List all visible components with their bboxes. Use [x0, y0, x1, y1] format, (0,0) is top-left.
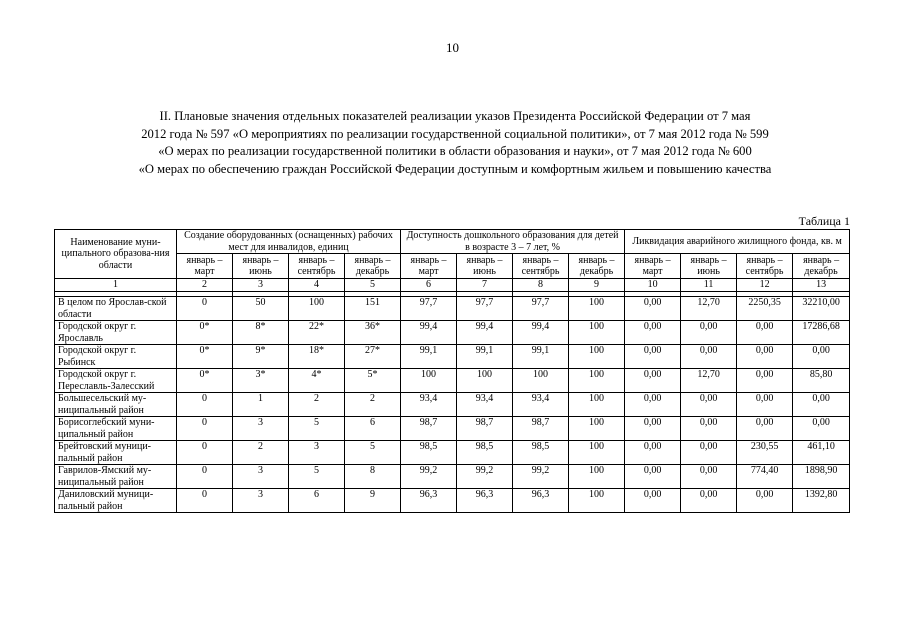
municipality-name: Большесельский му-ниципальный район — [55, 393, 177, 417]
column-number: 5 — [345, 279, 401, 292]
table-row — [55, 465, 850, 489]
value-cell: 100 — [457, 369, 513, 393]
value-cell: 100 — [569, 441, 625, 465]
value-cell: 93,4 — [457, 393, 513, 417]
group-header-preschool: Доступность дошкольного образования для детей в возрасте 3 – 7 лет, % — [401, 230, 625, 254]
value-cell: 93,4 — [401, 393, 457, 417]
value-cell: 0* — [177, 369, 233, 393]
column-number: 9 — [569, 279, 625, 292]
section-title-line: «О мерах по реализации государственной политики в области образования и науки», от 7 мая 2012 года № 600 — [158, 144, 752, 158]
value-cell: 0 — [177, 297, 233, 321]
value-cell: 100 — [569, 417, 625, 441]
value-cell: 3 — [233, 489, 289, 513]
value-cell: 98,5 — [401, 441, 457, 465]
municipality-name: Гаврилов-Ямский му-ниципальный район — [55, 465, 177, 489]
value-cell: 97,7 — [401, 297, 457, 321]
value-cell: 5* — [345, 369, 401, 393]
page-number: 10 — [446, 40, 459, 55]
period-header: январь – сентябрь — [513, 254, 569, 279]
value-cell: 0,00 — [625, 465, 681, 489]
value-cell: 36* — [345, 321, 401, 345]
value-cell: 0,00 — [625, 441, 681, 465]
period-header: январь – июнь — [457, 254, 513, 279]
period-header: январь – март — [625, 254, 681, 279]
value-cell: 0 — [177, 441, 233, 465]
column-number: 12 — [737, 279, 793, 292]
value-cell: 9 — [345, 489, 401, 513]
period-header: январь – декабрь — [793, 254, 850, 279]
table-body — [55, 292, 850, 513]
value-cell: 6 — [345, 417, 401, 441]
value-cell: 0 — [177, 489, 233, 513]
period-header: январь – март — [177, 254, 233, 279]
value-cell: 0,00 — [737, 393, 793, 417]
value-cell: 0 — [177, 393, 233, 417]
value-cell: 100 — [569, 345, 625, 369]
period-header: январь – декабрь — [345, 254, 401, 279]
value-cell: 17286,68 — [793, 321, 850, 345]
value-cell: 99,1 — [457, 345, 513, 369]
value-cell: 0* — [177, 345, 233, 369]
value-cell: 50 — [233, 297, 289, 321]
period-header: январь – июнь — [233, 254, 289, 279]
column-number: 10 — [625, 279, 681, 292]
value-cell: 99,4 — [513, 321, 569, 345]
group-header-jobs: Создание оборудованных (оснащенных) рабочих мест для инвалидов, единиц — [177, 230, 401, 254]
value-cell: 0,00 — [737, 417, 793, 441]
value-cell: 99,2 — [401, 465, 457, 489]
value-cell: 3 — [233, 417, 289, 441]
municipality-name: Городской округ г. Переславль-Залесский — [55, 369, 177, 393]
section-title — [70, 108, 840, 178]
value-cell: 0,00 — [793, 345, 850, 369]
table-row — [55, 297, 850, 321]
value-cell: 99,1 — [513, 345, 569, 369]
column-number: 2 — [177, 279, 233, 292]
value-cell: 99,2 — [457, 465, 513, 489]
value-cell: 0,00 — [625, 345, 681, 369]
value-cell: 85,80 — [793, 369, 850, 393]
value-cell: 3* — [233, 369, 289, 393]
value-cell: 151 — [345, 297, 401, 321]
value-cell: 4* — [289, 369, 345, 393]
municipality-name: Борисоглебский муни-ципальный район — [55, 417, 177, 441]
value-cell: 0,00 — [625, 489, 681, 513]
value-cell: 0,00 — [737, 489, 793, 513]
value-cell: 99,2 — [513, 465, 569, 489]
period-header: январь – сентябрь — [737, 254, 793, 279]
value-cell: 0,00 — [625, 417, 681, 441]
indicators-table — [54, 229, 850, 513]
column-number: 4 — [289, 279, 345, 292]
value-cell: 2 — [345, 393, 401, 417]
table-row — [55, 489, 850, 513]
table-row — [55, 345, 850, 369]
value-cell: 97,7 — [457, 297, 513, 321]
value-cell: 8* — [233, 321, 289, 345]
value-cell: 98,7 — [513, 417, 569, 441]
group-header-housing: Ликвидация аварийного жилищного фонда, кв. м — [625, 230, 850, 254]
value-cell: 98,5 — [513, 441, 569, 465]
table-caption: Таблица 1 — [798, 214, 850, 228]
value-cell: 0 — [177, 417, 233, 441]
value-cell: 5 — [289, 465, 345, 489]
column-number: 3 — [233, 279, 289, 292]
value-cell: 97,7 — [513, 297, 569, 321]
value-cell: 0,00 — [737, 369, 793, 393]
value-cell: 22* — [289, 321, 345, 345]
municipality-name: В целом по Ярослав-ской области — [55, 297, 177, 321]
value-cell: 0,00 — [625, 297, 681, 321]
period-header: январь – июнь — [681, 254, 737, 279]
value-cell: 0,00 — [681, 489, 737, 513]
value-cell: 0,00 — [737, 321, 793, 345]
value-cell: 1898,90 — [793, 465, 850, 489]
value-cell: 0,00 — [681, 417, 737, 441]
value-cell: 96,3 — [513, 489, 569, 513]
section-title-line: 2012 года № 597 «О мероприятиях по реализации государственной социальной политики», от 7 мая 2012 года № 599 — [141, 126, 769, 141]
value-cell: 100 — [569, 489, 625, 513]
value-cell: 0,00 — [681, 441, 737, 465]
column-number: 1 — [55, 279, 177, 292]
value-cell: 5 — [345, 441, 401, 465]
value-cell: 96,3 — [457, 489, 513, 513]
value-cell: 0,00 — [681, 345, 737, 369]
section-title-line: «О мерах по обеспечению граждан Российской Федерации доступным и комфортным жильем и повышению качества — [138, 161, 772, 176]
value-cell: 12,70 — [681, 297, 737, 321]
value-cell: 0,00 — [681, 321, 737, 345]
municipality-name: Городской округ г. Ярославль — [55, 321, 177, 345]
column-number-row — [55, 279, 850, 292]
value-cell: 3 — [289, 441, 345, 465]
value-cell: 1 — [233, 393, 289, 417]
value-cell: 2 — [233, 441, 289, 465]
value-cell: 8 — [345, 465, 401, 489]
column-number: 7 — [457, 279, 513, 292]
column-number: 8 — [513, 279, 569, 292]
value-cell: 774,40 — [737, 465, 793, 489]
value-cell: 0,00 — [737, 345, 793, 369]
value-cell: 0,00 — [625, 321, 681, 345]
name-column-header: Наименование муни-ципального образова-ния области — [55, 230, 177, 279]
value-cell: 98,7 — [457, 417, 513, 441]
column-number: 6 — [401, 279, 457, 292]
period-header: январь – март — [401, 254, 457, 279]
value-cell: 32210,00 — [793, 297, 850, 321]
table-row — [55, 441, 850, 465]
value-cell: 18* — [289, 345, 345, 369]
value-cell: 99,1 — [401, 345, 457, 369]
value-cell: 100 — [569, 297, 625, 321]
value-cell: 0,00 — [625, 369, 681, 393]
municipality-name: Даниловский муници-пальный район — [55, 489, 177, 513]
value-cell: 99,4 — [401, 321, 457, 345]
column-number: 13 — [793, 279, 850, 292]
table-row — [55, 369, 850, 393]
period-header: январь – декабрь — [569, 254, 625, 279]
value-cell: 100 — [569, 393, 625, 417]
value-cell: 93,4 — [513, 393, 569, 417]
value-cell: 0,00 — [681, 465, 737, 489]
municipality-name: Городской округ г. Рыбинск — [55, 345, 177, 369]
value-cell: 6 — [289, 489, 345, 513]
value-cell: 0,00 — [793, 393, 850, 417]
value-cell: 2 — [289, 393, 345, 417]
period-header: январь – сентябрь — [289, 254, 345, 279]
value-cell: 3 — [233, 465, 289, 489]
value-cell: 100 — [569, 465, 625, 489]
value-cell: 0* — [177, 321, 233, 345]
value-cell: 98,7 — [401, 417, 457, 441]
value-cell: 100 — [569, 321, 625, 345]
value-cell: 0 — [177, 465, 233, 489]
column-number: 11 — [681, 279, 737, 292]
value-cell: 0,00 — [793, 417, 850, 441]
value-cell: 2250,35 — [737, 297, 793, 321]
value-cell: 0,00 — [681, 393, 737, 417]
value-cell: 99,4 — [457, 321, 513, 345]
value-cell: 27* — [345, 345, 401, 369]
section-title-line: II. Плановые значения отдельных показателей реализации указов Президента Российской Федерации от 7 мая — [159, 109, 751, 123]
value-cell: 96,3 — [401, 489, 457, 513]
value-cell: 0,00 — [625, 393, 681, 417]
value-cell: 98,5 — [457, 441, 513, 465]
municipality-name: Брейтовский муници-пальный район — [55, 441, 177, 465]
value-cell: 230,55 — [737, 441, 793, 465]
table-row — [55, 321, 850, 345]
value-cell: 100 — [569, 369, 625, 393]
table-row — [55, 393, 850, 417]
value-cell: 461,10 — [793, 441, 850, 465]
value-cell: 100 — [289, 297, 345, 321]
table-row — [55, 417, 850, 441]
value-cell: 1392,80 — [793, 489, 850, 513]
value-cell: 9* — [233, 345, 289, 369]
value-cell: 100 — [513, 369, 569, 393]
value-cell: 100 — [401, 369, 457, 393]
value-cell: 12,70 — [681, 369, 737, 393]
value-cell: 5 — [289, 417, 345, 441]
